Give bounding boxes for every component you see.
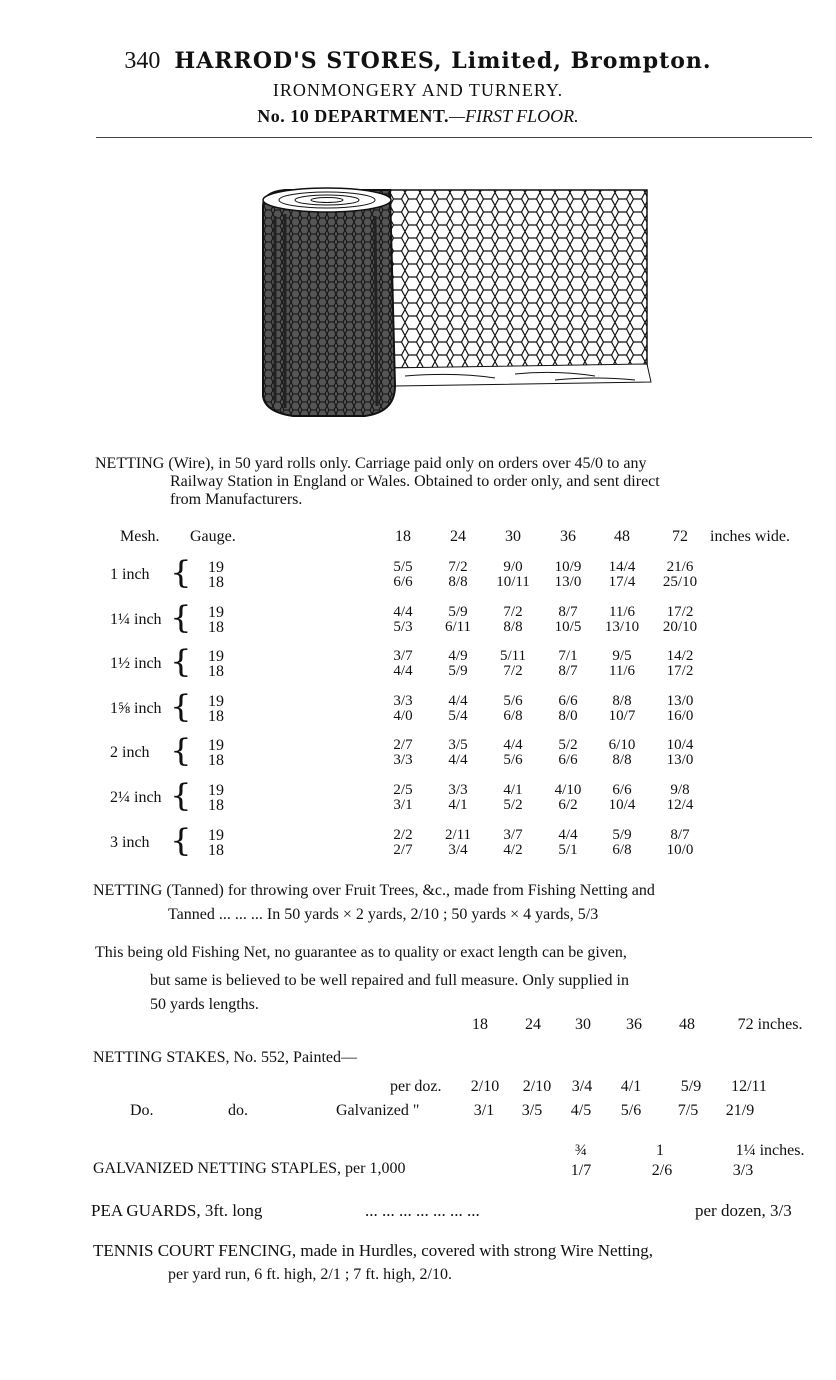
width-header-36: 36 — [560, 528, 576, 545]
price-cell: 6/8 — [503, 707, 523, 724]
price-cell: 5/1 — [558, 841, 578, 858]
price-cell: 2/2 — [393, 826, 413, 843]
tennis-line1: TENNIS COURT FENCING, made in Hurdles, covered with strong Wire Netting, — [93, 1241, 654, 1260]
painted-price: 2/10 — [522, 1078, 552, 1095]
stake-size: 48 — [679, 1016, 695, 1033]
price-cell: 4/4 — [393, 663, 413, 680]
price-cell: 25/10 — [662, 574, 698, 590]
mesh-size-label: 1½ inch — [110, 655, 162, 673]
price-cell: 3/1 — [393, 797, 413, 813]
gauge-value: 19 — [208, 826, 224, 844]
department-line — [0, 106, 836, 127]
price-cell: 4/4 — [448, 752, 468, 769]
price-cell: 6/6 — [558, 752, 578, 769]
price-cell: 9/0 — [503, 559, 523, 575]
price-cell: 4/9 — [448, 648, 468, 665]
gauge-value: 18 — [208, 663, 224, 681]
price-cell: 7/2 — [503, 603, 523, 620]
price-cell: 7/2 — [448, 559, 468, 575]
staples-label: GALVANIZED NETTING STAPLES, per 1,000 — [93, 1160, 406, 1177]
galvanized-price: 3/1 — [473, 1102, 495, 1119]
width-header-48: 48 — [614, 528, 630, 545]
price-cell: 6/6 — [612, 782, 632, 798]
netting-tanned-line1: NETTING (Tanned) for throwing over Fruit Trees, &c., made from Fishing Netting and — [93, 882, 655, 899]
price-cell: 3/3 — [448, 782, 468, 798]
brace-glyph: { — [170, 822, 192, 859]
price-cell: 13/0 — [554, 574, 582, 590]
galvanized-price: 7/5 — [677, 1102, 699, 1119]
galvanized-price: 5/6 — [620, 1102, 642, 1119]
price-cell: 10/9 — [554, 559, 582, 575]
gauge-value: 19 — [208, 737, 224, 755]
price-cell: 6/6 — [393, 574, 413, 590]
painted-price: 4/1 — [620, 1078, 642, 1095]
width-header-24: 24 — [450, 528, 466, 545]
price-cell: 3/7 — [503, 826, 523, 843]
col-gauge-header: Gauge. — [190, 528, 236, 545]
mesh-size-label: 3 inch — [110, 833, 150, 851]
brace-glyph: { — [170, 733, 192, 770]
price-cell: 10/4 — [666, 737, 694, 754]
price-cell: 5/2 — [558, 737, 578, 754]
price-cell: 9/5 — [612, 648, 632, 665]
price-cell: 14/2 — [666, 648, 694, 665]
gauge-value: 19 — [208, 603, 224, 621]
mesh-size-label: 1 inch — [110, 566, 150, 583]
price-cell: 13/0 — [666, 752, 694, 769]
price-cell: 4/4 — [448, 692, 468, 709]
price-cell: 4/2 — [503, 841, 523, 858]
gauge-value: 19 — [208, 559, 224, 576]
staple-size: ¾ — [575, 1142, 587, 1159]
price-cell: 3/5 — [448, 737, 468, 754]
gauge-value: 18 — [208, 797, 224, 814]
brace-glyph: { — [170, 599, 192, 636]
page-header — [0, 48, 836, 75]
width-header-72: 72 — [672, 528, 688, 545]
netting-wire-line3: from Manufacturers. — [170, 491, 303, 508]
mesh-size-label: 2 inch — [110, 744, 150, 762]
gauge-value: 18 — [208, 841, 224, 859]
price-cell: 6/6 — [558, 692, 578, 709]
price-cell: 8/8 — [448, 574, 468, 590]
price-cell: 6/2 — [558, 797, 578, 813]
galvanized-price: 3/5 — [521, 1102, 543, 1119]
price-cell: 4/0 — [393, 707, 413, 724]
price-cell: 10/4 — [608, 797, 636, 813]
department-name: No. 10 DEPARTMENT. — [257, 106, 449, 126]
col-mesh-header: Mesh. — [120, 528, 160, 545]
price-cell: 7/1 — [558, 648, 578, 665]
gauge-value: 18 — [208, 618, 224, 636]
price-cell: 5/9 — [612, 826, 632, 843]
netting-wire-line1: NETTING (Wire), in 50 yard rolls only. Carriage paid only on orders over 45/0 to any — [95, 455, 647, 472]
price-cell: 7/2 — [503, 663, 523, 680]
galvanized-price: 4/5 — [570, 1102, 592, 1119]
price-cell: 4/4 — [393, 603, 413, 620]
price-cell: 20/10 — [662, 618, 698, 635]
gauge-value: 18 — [208, 707, 224, 725]
price-cell: 4/1 — [448, 797, 468, 813]
price-cell: 16/0 — [666, 707, 694, 724]
price-cell: 4/4 — [558, 826, 578, 843]
price-cell: 3/7 — [393, 648, 413, 665]
staple-size: 1 — [656, 1142, 664, 1159]
price-cell: 3/3 — [393, 752, 413, 769]
price-cell: 8/0 — [558, 707, 578, 724]
price-cell: 4/4 — [503, 737, 523, 754]
price-cell: 13/0 — [666, 692, 694, 709]
price-cell: 6/8 — [612, 841, 632, 858]
price-cell: 17/4 — [608, 574, 636, 590]
store-name: HARROD'S STORES, Limited, Brompton. — [174, 48, 712, 74]
price-cell: 8/7 — [558, 603, 578, 620]
netting-wire-line2: Railway Station in England or Wales. Obtained to order only, and sent direct — [170, 473, 660, 490]
mesh-size-label: 1⅝ inch — [110, 699, 162, 717]
old-net-line3: 50 yards lengths. — [150, 996, 259, 1013]
old-net-line1: This being old Fishing Net, no guarantee as to quality or exact length can be given, — [95, 944, 627, 961]
price-cell: 8/8 — [503, 618, 523, 635]
price-cell: 5/9 — [448, 663, 468, 680]
tennis-line2: per yard run, 6 ft. high, 2/1 ; 7 ft. high, 2/10. — [168, 1266, 452, 1283]
price-cell: 6/10 — [608, 737, 636, 754]
stakes-do: Do. — [130, 1102, 154, 1119]
price-cell: 14/4 — [608, 559, 636, 575]
price-cell: 5/6 — [503, 752, 523, 769]
staple-size: 1¼ inches. — [735, 1142, 805, 1159]
staple-price: 3/3 — [732, 1162, 754, 1179]
price-cell: 5/3 — [393, 618, 413, 635]
stake-size: 30 — [575, 1016, 591, 1033]
stakes-painted-label: per doz. — [390, 1078, 442, 1095]
stakes-do-lower: do. — [228, 1102, 248, 1119]
stake-size: 36 — [626, 1016, 642, 1033]
width-header-30: 30 — [505, 528, 521, 545]
painted-price: 3/4 — [571, 1078, 593, 1095]
price-cell: 8/8 — [612, 752, 632, 769]
gauge-value: 19 — [208, 782, 224, 799]
brace-glyph: { — [170, 778, 192, 814]
stakes-title: NETTING STAKES, No. 552, Painted— — [93, 1049, 358, 1066]
stake-size: 24 — [525, 1016, 541, 1033]
price-cell: 5/6 — [503, 692, 523, 709]
price-cell: 5/9 — [448, 603, 468, 620]
price-cell: 17/2 — [666, 663, 694, 680]
price-cell: 2/11 — [444, 826, 472, 843]
price-cell: 3/4 — [448, 841, 468, 858]
price-cell: 5/11 — [499, 648, 527, 665]
price-cell: 10/0 — [666, 841, 694, 858]
netting-tanned-line2: Tanned ... ... ... In 50 yards × 2 yards, 2/10 ; 50 yards × 4 yards, 5/3 — [168, 906, 599, 923]
price-cell: 10/5 — [554, 618, 582, 635]
gauge-value: 19 — [208, 692, 224, 710]
staple-price: 1/7 — [570, 1162, 592, 1179]
section-title: IRONMONGERY AND TURNERY. — [272, 80, 564, 100]
brace-glyph: { — [170, 555, 192, 591]
price-cell: 5/5 — [393, 559, 413, 575]
painted-price: 12/11 — [731, 1078, 767, 1095]
gauge-value: 19 — [208, 648, 224, 666]
price-cell: 11/6 — [608, 603, 636, 620]
price-cell: 5/4 — [448, 707, 468, 724]
pea-guards-label: PEA GUARDS, 3ft. long — [91, 1201, 263, 1220]
staple-price: 2/6 — [651, 1162, 673, 1179]
pea-guards-dots: ... ... ... ... ... ... ... — [365, 1201, 480, 1220]
price-cell: 11/6 — [608, 663, 636, 680]
price-cell: 2/7 — [393, 737, 413, 754]
galvanized-price: 21/9 — [725, 1102, 755, 1119]
price-cell: 4/10 — [554, 782, 582, 798]
price-cell: 8/7 — [670, 826, 690, 843]
price-cell: 10/11 — [496, 574, 530, 590]
brace-glyph: { — [170, 644, 192, 681]
price-cell: 12/4 — [666, 797, 694, 813]
price-cell: 17/2 — [666, 603, 694, 620]
price-cell: 2/5 — [393, 782, 413, 798]
header-rule — [96, 137, 812, 138]
brace-glyph: { — [170, 688, 192, 725]
old-net-line2: but same is believed to be well repaired and full measure. Only supplied in — [150, 972, 629, 989]
price-cell: 6/11 — [444, 618, 472, 635]
mesh-size-label: 2¼ inch — [110, 789, 162, 806]
painted-price: 5/9 — [680, 1078, 702, 1095]
price-cell: 8/8 — [612, 692, 632, 709]
widths-suffix: inches wide. — [710, 528, 790, 545]
gauge-value: 18 — [208, 752, 224, 770]
stake-size: 72 inches. — [737, 1016, 803, 1033]
stakes-galvanized-label: Galvanized " — [336, 1102, 420, 1119]
wire-netting-roll-illustration — [255, 186, 655, 424]
painted-price: 2/10 — [470, 1078, 500, 1095]
width-header-18: 18 — [395, 528, 411, 545]
price-cell: 2/7 — [393, 841, 413, 858]
department-floor: —FIRST FLOOR. — [449, 106, 579, 126]
price-cell: 13/10 — [604, 618, 640, 635]
price-cell: 10/7 — [608, 707, 636, 724]
pea-guards-price: per dozen, 3/3 — [695, 1201, 792, 1220]
price-cell: 8/7 — [558, 663, 578, 680]
gauge-value: 18 — [208, 574, 224, 591]
price-cell: 3/3 — [393, 692, 413, 709]
stake-size: 18 — [472, 1016, 488, 1033]
price-cell: 4/1 — [503, 782, 523, 798]
price-cell: 21/6 — [666, 559, 694, 575]
price-cell: 9/8 — [670, 782, 690, 798]
page-number: 340 — [124, 48, 161, 74]
price-cell: 5/2 — [503, 797, 523, 813]
mesh-size-label: 1¼ inch — [110, 610, 162, 628]
